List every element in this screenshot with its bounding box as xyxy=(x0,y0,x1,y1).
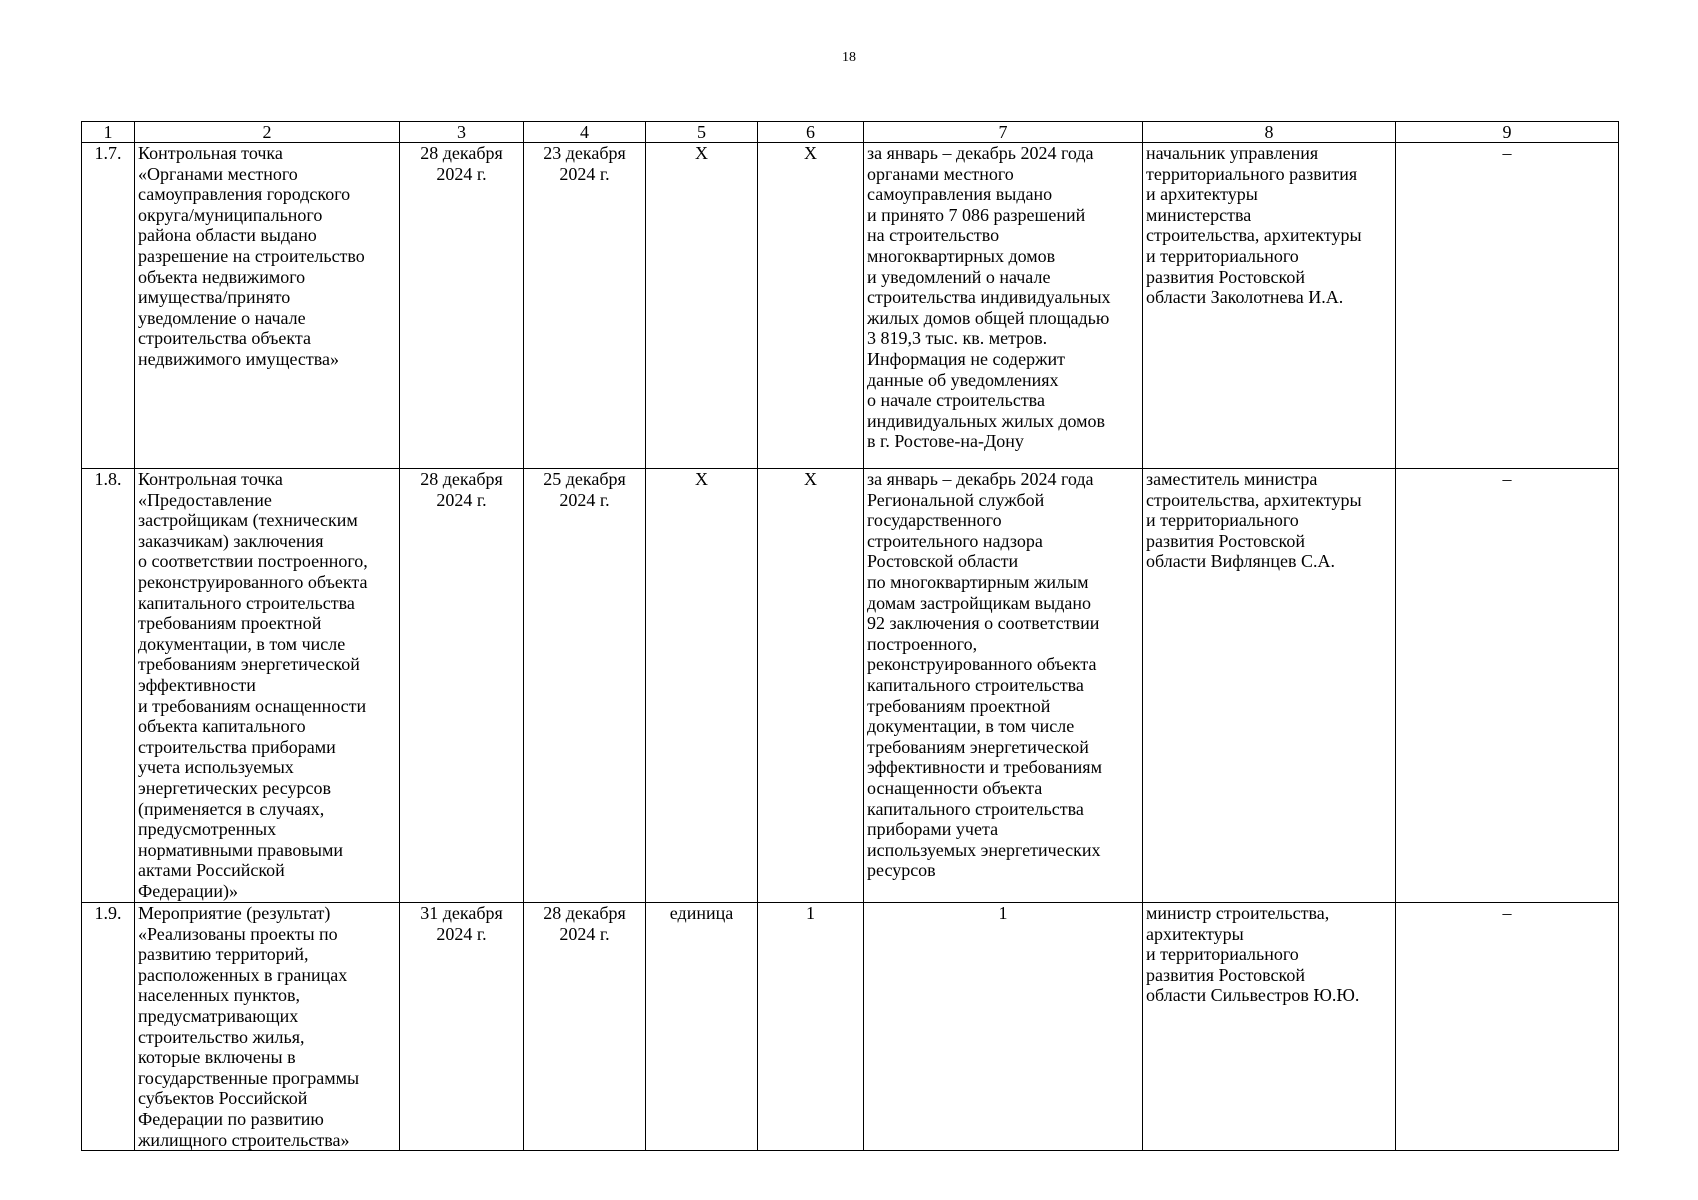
header-col-7: 7 xyxy=(864,122,1143,143)
header-col-2: 2 xyxy=(135,122,400,143)
row-note: – xyxy=(1396,469,1619,903)
row-name: Контрольная точка «Предоставление застройщикам (техническим заказчикам) заключения о соответствии построенного, реконструированного объекта капитального строительства требованиям проектной документации, в том числе требованиям энергетической эффективности и требованиям оснащенности объекта капитального строительства приборами учета используемых энергетических ресурсов (применяется в случаях, предусмотренных нормативными правовыми актами Российской Федерации)» xyxy=(135,469,400,903)
row-name: Мероприятие (результат) «Реализованы проекты по развитию территорий, расположенных в границах населенных пунктов, предусматривающих строительство жилья, которые включены в государственные программы субъектов Российской Федерации по развитию жилищного строительства» xyxy=(135,903,400,1151)
row-number: 1.8. xyxy=(82,469,135,903)
row-plan-date: 31 декабря 2024 г. xyxy=(400,903,524,1151)
row-fact-value: за январь – декабрь 2024 года Региональной службой государственного строительного надзора Ростовской области по многоквартирным жилым домам застройщикам выдано 92 заключения о соответствии построенного, реконструированного объекта капитального строительства требованиям проектной документации, в том числе требованиям энергетической эффективности и требованиям оснащенности объекта капитального строительства приборами учета используемых энергетических ресурсов xyxy=(864,469,1143,903)
row-number: 1.7. xyxy=(82,143,135,469)
row-plan-date: 28 декабря 2024 г. xyxy=(400,143,524,469)
row-name: Контрольная точка «Органами местного самоуправления городского округа/муниципального района области выдано разрешение на строительство объекта недвижимого имущества/принято уведомление о начале строительства объекта недвижимого имущества» xyxy=(135,143,400,469)
header-col-5: 5 xyxy=(646,122,758,143)
row-responsible: министр строительства, архитектуры и территориального развития Ростовской области Сильвестров Ю.Ю. xyxy=(1143,903,1396,1151)
row-fact-date: 23 декабря 2024 г. xyxy=(524,143,646,469)
row-plan-value: 1 xyxy=(758,903,864,1151)
header-col-1: 1 xyxy=(82,122,135,143)
row-fact-value: 1 xyxy=(864,903,1143,1151)
table-row xyxy=(82,469,1619,903)
row-unit: единица xyxy=(646,903,758,1151)
header-col-3: 3 xyxy=(400,122,524,143)
header-col-9: 9 xyxy=(1396,122,1619,143)
row-unit: X xyxy=(646,143,758,469)
table-row xyxy=(82,143,1619,469)
header-row xyxy=(82,122,1619,143)
row-fact-date: 25 декабря 2024 г. xyxy=(524,469,646,903)
row-responsible: начальник управления территориального развития и архитектуры министерства строительства, архитектуры и территориального развития Ростовской области Заколотнева И.А. xyxy=(1143,143,1396,469)
row-note: – xyxy=(1396,143,1619,469)
row-responsible: заместитель министра строительства, архитектуры и территориального развития Ростовской области Вифлянцев С.А. xyxy=(1143,469,1396,903)
row-fact-date: 28 декабря 2024 г. xyxy=(524,903,646,1151)
row-fact-value: за январь – декабрь 2024 года органами местного самоуправления выдано и принято 7 086 разрешений на строительство многоквартирных домов и уведомлений о начале строительства индивидуальных жилых домов общей площадью 3 819,3 тыс. кв. метров. Информация не содержит данные об уведомлениях о начале строительства индивидуальных жилых домов в г. Ростове-на-Дону xyxy=(864,143,1143,469)
table-row xyxy=(82,903,1619,1151)
header-col-8: 8 xyxy=(1143,122,1396,143)
row-note: – xyxy=(1396,903,1619,1151)
page-number: 18 xyxy=(842,50,856,65)
header-col-4: 4 xyxy=(524,122,646,143)
row-plan-value: X xyxy=(758,143,864,469)
row-plan-value: X xyxy=(758,469,864,903)
header-col-6: 6 xyxy=(758,122,864,143)
row-number: 1.9. xyxy=(82,903,135,1151)
row-plan-date: 28 декабря 2024 г. xyxy=(400,469,524,903)
row-unit: X xyxy=(646,469,758,903)
report-table xyxy=(81,121,1619,1151)
